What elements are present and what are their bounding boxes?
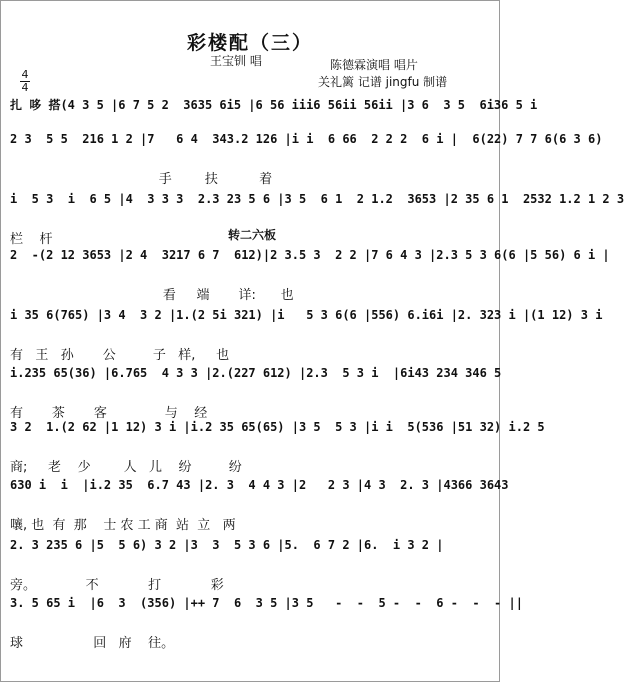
- notation-line: 2. 3 235 6 |5 5 6) 3 2 |3 3 5 3 6 |5. 6 7 2 |6. i 3 2 |: [10, 538, 444, 552]
- notation-line: i.235 65(36) |6.765 4 3 3 |2.(227 612) |2.3 5 3 i |6i43 234 346 5: [10, 366, 502, 380]
- lyrics-line: 有 茶 客 与 经: [10, 406, 208, 421]
- time-signature-lower: 4: [21, 81, 29, 94]
- lyrics-line: 商; 老 少 人 儿 纷 纷: [10, 460, 242, 475]
- singer-label: 王宝钏 唱: [210, 54, 262, 68]
- transcriber-credit: 关礼篱 记谱 jingfu 制谱: [318, 75, 448, 89]
- lyrics-line: 手 扶 着: [10, 172, 273, 187]
- score-title: 彩楼配（三）: [186, 32, 313, 54]
- notation-line: 2 3 5 5 216 1 2 |7 6 4 343.2 126 |i i 6 66 2 2 2 6 i | 6(22) 7 7 6(6 3 6): [10, 132, 603, 146]
- notation-line: 630 i i |i.2 35 6.7 43 |2. 3 4 4 3 |2 2 3 |4 3 2. 3 |4366 3643: [10, 478, 509, 492]
- lyrics-line: 球 回 府 往。: [10, 636, 175, 651]
- lyrics-line: 看 端 详: 也: [10, 288, 294, 303]
- lyrics-line: 有 王 孙 公 子 样, 也: [10, 348, 230, 363]
- performer-credit: 陈德霖演唱 唱片: [330, 58, 418, 72]
- lyrics-line: 栏 杆: [10, 232, 53, 247]
- notation-line: 扎 哆 搭(4 3 5 |6 7 5 2 3635 6i5 |6 56 iii6 56ii 56ii |3 6 3 5 6i36 5 i: [10, 98, 538, 112]
- time-signature: [20, 70, 30, 93]
- notation-line: 3. 5 65 i |6 3 (356) |++ 7 6 3 5 |3 5 - - 5 - - 6 - - - ||: [10, 596, 523, 610]
- tempo-marking: 转二六板: [228, 228, 277, 242]
- time-signature-upper: 4: [21, 68, 29, 81]
- lyrics-line: 嚷, 也 有 那 士 农 工 商 站 立 两: [10, 518, 236, 533]
- notation-line: i 35 6(765) |3 4 3 2 |1.(2 5i 321) |i 5 3 6(6 |556) 6.i6i |2. 323 i |(1 12) 3 i: [10, 308, 603, 322]
- notation-line: 2 -(2 12 3653 |2 4 3217 6 7 612)|2 3.5 3 2 2 |7 6 4 3 |2.3 5 3 6(6 |5 56) 6 i |: [10, 248, 610, 262]
- notation-line: i 5 3 i 6 5 |4 3 3 3 2.3 23 5 6 |3 5 6 1 2 1.2 3653 |2 35 6 1 2532 1.2 1 2 3: [10, 192, 624, 206]
- notation-line: 3 2 1.(2 62 |1 12) 3 i |i.2 35 65(65) |3 5 5 3 |i i 5(536 |51 32) i.2 5: [10, 420, 545, 434]
- lyrics-line: 旁。 不 打 彩: [10, 578, 224, 593]
